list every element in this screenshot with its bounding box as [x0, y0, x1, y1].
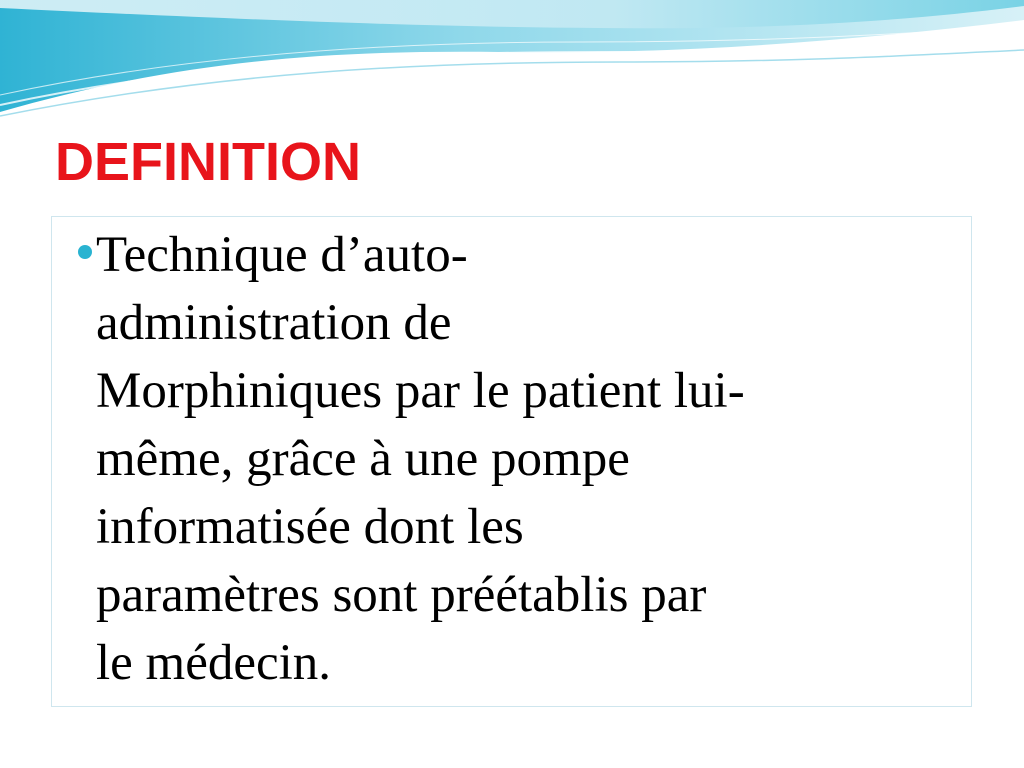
bullet-line-7: le médecin.	[96, 635, 332, 691]
bullet-line-2: administration de	[96, 295, 452, 351]
bullet-dot-icon	[78, 245, 92, 259]
wave-decoration	[0, 0, 1024, 120]
content-placeholder	[51, 216, 972, 707]
bullet-list	[78, 221, 957, 697]
bullet-line-1: Technique d’auto-	[96, 227, 468, 283]
bullet-line-6: paramètres sont préétablis par	[96, 567, 707, 623]
bullet-line-5: informatisée dont les	[96, 499, 524, 555]
bullet-line-4: même, grâce à une pompe	[96, 431, 630, 487]
bullet-line-3: Morphiniques par le patient lui-	[96, 363, 745, 419]
slide-title: DEFINITION	[55, 132, 361, 192]
bullet-item	[78, 221, 957, 697]
